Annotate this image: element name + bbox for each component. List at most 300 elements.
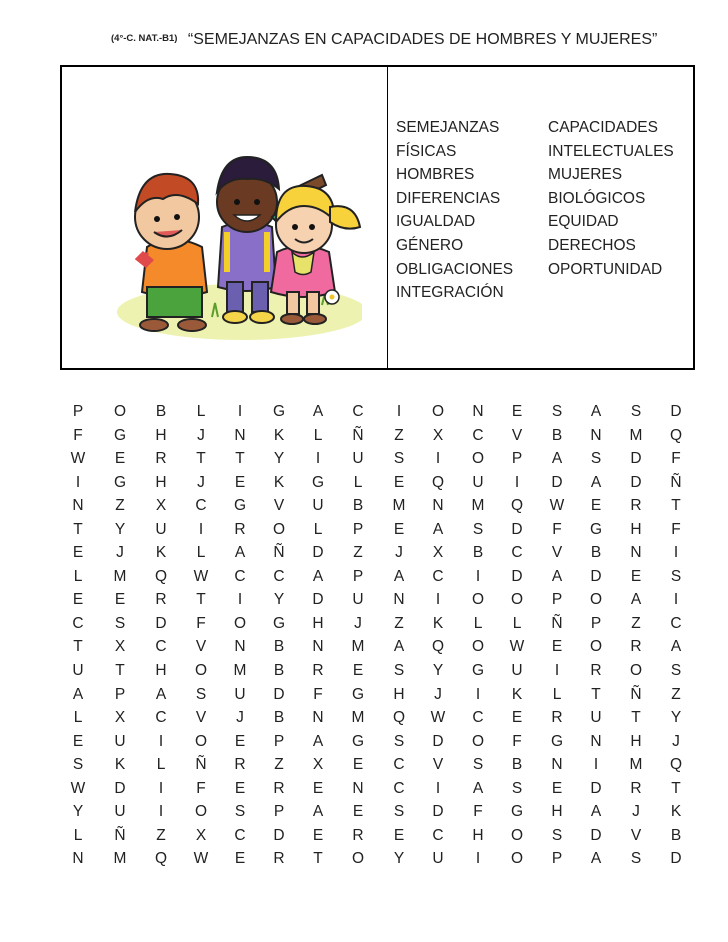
- grid-cell[interactable]: O: [431, 403, 445, 420]
- grid-cell[interactable]: O: [194, 662, 208, 680]
- grid-cell[interactable]: D: [432, 732, 444, 750]
- grid-cell[interactable]: U: [155, 520, 167, 538]
- grid-cell[interactable]: C: [393, 779, 405, 797]
- grid-cell[interactable]: R: [234, 756, 246, 774]
- grid-cell[interactable]: M: [392, 497, 406, 515]
- grid-cell[interactable]: U: [114, 732, 126, 750]
- grid-cell[interactable]: R: [155, 450, 167, 468]
- grid-cell[interactable]: I: [237, 403, 243, 420]
- grid-cell[interactable]: D: [590, 826, 602, 844]
- grid-cell[interactable]: I: [198, 520, 204, 538]
- grid-cell[interactable]: O: [233, 614, 247, 632]
- grid-cell[interactable]: G: [351, 732, 365, 750]
- grid-cell[interactable]: D: [155, 614, 167, 632]
- grid-cell[interactable]: D: [511, 520, 523, 538]
- grid-cell[interactable]: F: [73, 426, 83, 444]
- grid-cell[interactable]: E: [551, 779, 563, 797]
- grid-cell[interactable]: F: [552, 520, 562, 538]
- grid-cell[interactable]: R: [273, 779, 285, 797]
- grid-cell[interactable]: F: [196, 779, 206, 797]
- grid-cell[interactable]: K: [273, 426, 285, 444]
- grid-cell[interactable]: N: [312, 638, 324, 656]
- grid-cell[interactable]: I: [158, 803, 164, 821]
- grid-cell[interactable]: V: [195, 709, 207, 727]
- grid-cell[interactable]: I: [158, 779, 164, 797]
- grid-cell[interactable]: J: [672, 732, 680, 750]
- grid-cell[interactable]: O: [471, 591, 485, 609]
- grid-cell[interactable]: M: [351, 709, 365, 727]
- grid-cell[interactable]: W: [549, 497, 565, 515]
- grid-cell[interactable]: E: [72, 591, 84, 609]
- grid-cell[interactable]: C: [155, 709, 167, 727]
- grid-cell[interactable]: J: [236, 709, 244, 727]
- grid-cell[interactable]: C: [432, 826, 444, 844]
- grid-cell[interactable]: R: [234, 520, 246, 538]
- grid-cell[interactable]: S: [114, 614, 126, 632]
- grid-cell[interactable]: S: [472, 756, 484, 774]
- grid-cell[interactable]: Ñ: [114, 826, 126, 844]
- grid-cell[interactable]: A: [472, 779, 484, 797]
- grid-cell[interactable]: U: [234, 685, 246, 703]
- grid-cell[interactable]: V: [195, 638, 207, 656]
- grid-cell[interactable]: K: [273, 473, 285, 491]
- grid-cell[interactable]: C: [195, 497, 207, 515]
- grid-cell[interactable]: C: [273, 567, 285, 585]
- grid-cell[interactable]: A: [551, 567, 563, 585]
- grid-cell[interactable]: Z: [671, 685, 681, 703]
- grid-cell[interactable]: Q: [154, 850, 168, 868]
- grid-cell[interactable]: B: [511, 756, 523, 774]
- grid-cell[interactable]: N: [551, 756, 563, 774]
- grid-cell[interactable]: B: [551, 426, 563, 444]
- grid-cell[interactable]: E: [393, 520, 405, 538]
- grid-cell[interactable]: O: [510, 850, 524, 868]
- grid-cell[interactable]: Y: [670, 709, 682, 727]
- grid-cell[interactable]: N: [432, 497, 444, 515]
- grid-cell[interactable]: W: [193, 567, 209, 585]
- grid-cell[interactable]: O: [471, 450, 485, 468]
- grid-cell[interactable]: S: [670, 567, 682, 585]
- grid-cell[interactable]: O: [510, 591, 524, 609]
- grid-cell[interactable]: R: [551, 709, 563, 727]
- grid-cell[interactable]: P: [511, 450, 523, 468]
- grid-cell[interactable]: V: [511, 426, 523, 444]
- grid-cell[interactable]: U: [590, 709, 602, 727]
- grid-cell[interactable]: L: [313, 520, 323, 538]
- grid-cell[interactable]: C: [670, 614, 682, 632]
- grid-cell[interactable]: L: [313, 426, 323, 444]
- grid-cell[interactable]: I: [673, 544, 679, 562]
- grid-cell[interactable]: N: [312, 709, 324, 727]
- grid-cell[interactable]: U: [312, 497, 324, 515]
- grid-cell[interactable]: N: [72, 497, 84, 515]
- grid-cell[interactable]: J: [395, 544, 403, 562]
- grid-cell[interactable]: P: [273, 732, 285, 750]
- grid-cell[interactable]: O: [471, 732, 485, 750]
- grid-cell[interactable]: L: [73, 567, 83, 585]
- grid-cell[interactable]: E: [352, 803, 364, 821]
- grid-cell[interactable]: E: [511, 403, 523, 420]
- grid-cell[interactable]: V: [273, 497, 285, 515]
- grid-cell[interactable]: Ñ: [630, 685, 642, 703]
- grid-cell[interactable]: A: [72, 685, 84, 703]
- grid-cell[interactable]: U: [432, 850, 444, 868]
- grid-cell[interactable]: V: [432, 756, 444, 774]
- grid-cell[interactable]: R: [630, 638, 642, 656]
- grid-cell[interactable]: S: [393, 803, 405, 821]
- grid-cell[interactable]: D: [670, 850, 682, 868]
- grid-cell[interactable]: S: [393, 662, 405, 680]
- grid-cell[interactable]: R: [352, 826, 364, 844]
- grid-cell[interactable]: X: [312, 756, 324, 774]
- grid-cell[interactable]: D: [273, 826, 285, 844]
- grid-cell[interactable]: R: [155, 591, 167, 609]
- grid-cell[interactable]: P: [114, 685, 126, 703]
- grid-cell[interactable]: E: [590, 497, 602, 515]
- grid-cell[interactable]: P: [590, 614, 602, 632]
- grid-cell[interactable]: S: [551, 403, 563, 420]
- grid-cell[interactable]: D: [114, 779, 126, 797]
- grid-cell[interactable]: I: [435, 591, 441, 609]
- grid-cell[interactable]: C: [352, 403, 364, 420]
- grid-cell[interactable]: L: [353, 473, 363, 491]
- grid-cell[interactable]: E: [114, 591, 126, 609]
- grid-cell[interactable]: H: [393, 685, 405, 703]
- grid-cell[interactable]: B: [273, 662, 285, 680]
- grid-cell[interactable]: O: [471, 638, 485, 656]
- grid-cell[interactable]: S: [590, 450, 602, 468]
- grid-cell[interactable]: R: [590, 662, 602, 680]
- grid-cell[interactable]: B: [273, 709, 285, 727]
- grid-cell[interactable]: T: [591, 685, 601, 703]
- grid-cell[interactable]: Z: [394, 614, 404, 632]
- grid-cell[interactable]: K: [511, 685, 523, 703]
- grid-cell[interactable]: U: [472, 473, 484, 491]
- grid-cell[interactable]: S: [234, 803, 246, 821]
- grid-cell[interactable]: T: [73, 638, 83, 656]
- grid-cell[interactable]: A: [155, 685, 167, 703]
- grid-cell[interactable]: Q: [431, 473, 445, 491]
- grid-cell[interactable]: A: [670, 638, 682, 656]
- grid-cell[interactable]: I: [315, 450, 321, 468]
- grid-cell[interactable]: M: [351, 638, 365, 656]
- grid-cell[interactable]: N: [590, 732, 602, 750]
- grid-cell[interactable]: C: [393, 756, 405, 774]
- grid-cell[interactable]: E: [234, 779, 246, 797]
- grid-cell[interactable]: E: [72, 544, 84, 562]
- grid-cell[interactable]: D: [670, 403, 682, 420]
- grid-cell[interactable]: T: [73, 520, 83, 538]
- grid-cell[interactable]: T: [235, 450, 245, 468]
- grid-cell[interactable]: E: [352, 756, 364, 774]
- grid-cell[interactable]: Z: [631, 614, 641, 632]
- grid-cell[interactable]: T: [671, 497, 681, 515]
- grid-cell[interactable]: I: [593, 756, 599, 774]
- grid-cell[interactable]: E: [72, 732, 84, 750]
- grid-cell[interactable]: N: [234, 426, 246, 444]
- grid-cell[interactable]: E: [551, 638, 563, 656]
- grid-cell[interactable]: D: [630, 473, 642, 491]
- grid-cell[interactable]: I: [435, 779, 441, 797]
- grid-cell[interactable]: O: [351, 850, 365, 868]
- grid-cell[interactable]: W: [70, 779, 86, 797]
- grid-cell[interactable]: C: [472, 426, 484, 444]
- grid-cell[interactable]: H: [155, 473, 167, 491]
- grid-cell[interactable]: Ñ: [670, 473, 682, 491]
- grid-cell[interactable]: F: [671, 450, 681, 468]
- grid-cell[interactable]: E: [511, 709, 523, 727]
- grid-cell[interactable]: X: [432, 426, 444, 444]
- grid-cell[interactable]: A: [312, 803, 324, 821]
- grid-cell[interactable]: E: [312, 826, 324, 844]
- grid-cell[interactable]: O: [589, 591, 603, 609]
- grid-cell[interactable]: L: [196, 403, 206, 420]
- grid-cell[interactable]: Z: [274, 756, 284, 774]
- grid-cell[interactable]: A: [312, 403, 324, 420]
- grid-cell[interactable]: J: [354, 614, 362, 632]
- grid-cell[interactable]: S: [195, 685, 207, 703]
- grid-cell[interactable]: S: [630, 850, 642, 868]
- grid-cell[interactable]: N: [393, 591, 405, 609]
- grid-cell[interactable]: H: [155, 662, 167, 680]
- grid-cell[interactable]: O: [589, 638, 603, 656]
- grid-cell[interactable]: Y: [114, 520, 126, 538]
- grid-cell[interactable]: J: [197, 426, 205, 444]
- grid-cell[interactable]: E: [114, 450, 126, 468]
- grid-cell[interactable]: A: [551, 450, 563, 468]
- grid-cell[interactable]: A: [630, 591, 642, 609]
- grid-cell[interactable]: Y: [432, 662, 444, 680]
- grid-cell[interactable]: D: [551, 473, 563, 491]
- grid-cell[interactable]: S: [72, 756, 84, 774]
- grid-cell[interactable]: H: [155, 426, 167, 444]
- grid-cell[interactable]: F: [473, 803, 483, 821]
- grid-cell[interactable]: Q: [431, 638, 445, 656]
- grid-cell[interactable]: X: [155, 497, 167, 515]
- grid-cell[interactable]: O: [629, 662, 643, 680]
- grid-cell[interactable]: K: [114, 756, 126, 774]
- grid-cell[interactable]: H: [551, 803, 563, 821]
- grid-cell[interactable]: T: [671, 779, 681, 797]
- grid-cell[interactable]: G: [272, 614, 286, 632]
- grid-cell[interactable]: I: [673, 591, 679, 609]
- grid-cell[interactable]: U: [511, 662, 523, 680]
- grid-cell[interactable]: S: [551, 826, 563, 844]
- grid-cell[interactable]: F: [512, 732, 522, 750]
- grid-cell[interactable]: I: [475, 567, 481, 585]
- grid-cell[interactable]: E: [312, 779, 324, 797]
- grid-cell[interactable]: W: [70, 450, 86, 468]
- grid-cell[interactable]: C: [234, 826, 246, 844]
- grid-cell[interactable]: X: [114, 638, 126, 656]
- grid-cell[interactable]: W: [193, 850, 209, 868]
- grid-cell[interactable]: Z: [156, 826, 166, 844]
- grid-cell[interactable]: E: [234, 850, 246, 868]
- grid-cell[interactable]: G: [272, 403, 286, 420]
- grid-cell[interactable]: G: [589, 520, 603, 538]
- grid-cell[interactable]: G: [233, 497, 247, 515]
- grid-cell[interactable]: V: [630, 826, 642, 844]
- grid-cell[interactable]: L: [73, 709, 83, 727]
- grid-cell[interactable]: E: [234, 473, 246, 491]
- grid-cell[interactable]: L: [196, 544, 206, 562]
- grid-cell[interactable]: Q: [669, 426, 683, 444]
- grid-cell[interactable]: E: [234, 732, 246, 750]
- grid-cell[interactable]: T: [196, 591, 206, 609]
- grid-cell[interactable]: S: [630, 403, 642, 420]
- grid-cell[interactable]: I: [396, 403, 402, 420]
- grid-cell[interactable]: N: [72, 850, 84, 868]
- grid-cell[interactable]: P: [352, 567, 364, 585]
- grid-cell[interactable]: O: [194, 803, 208, 821]
- grid-cell[interactable]: H: [312, 614, 324, 632]
- grid-cell[interactable]: I: [75, 473, 81, 491]
- grid-cell[interactable]: Ñ: [273, 544, 285, 562]
- grid-cell[interactable]: E: [393, 826, 405, 844]
- grid-cell[interactable]: Q: [510, 497, 524, 515]
- grid-cell[interactable]: S: [393, 450, 405, 468]
- grid-cell[interactable]: X: [432, 544, 444, 562]
- grid-cell[interactable]: M: [629, 756, 643, 774]
- grid-cell[interactable]: S: [670, 662, 682, 680]
- grid-cell[interactable]: H: [472, 826, 484, 844]
- grid-cell[interactable]: J: [434, 685, 442, 703]
- grid-cell[interactable]: L: [73, 826, 83, 844]
- grid-cell[interactable]: I: [435, 450, 441, 468]
- grid-cell[interactable]: F: [313, 685, 323, 703]
- grid-cell[interactable]: D: [273, 685, 285, 703]
- grid-cell[interactable]: K: [670, 803, 682, 821]
- grid-cell[interactable]: M: [233, 662, 247, 680]
- grid-cell[interactable]: N: [352, 779, 364, 797]
- grid-cell[interactable]: C: [472, 709, 484, 727]
- grid-cell[interactable]: C: [432, 567, 444, 585]
- grid-cell[interactable]: N: [472, 403, 484, 420]
- grid-cell[interactable]: Z: [353, 544, 363, 562]
- grid-cell[interactable]: P: [352, 520, 364, 538]
- grid-cell[interactable]: G: [471, 662, 485, 680]
- grid-cell[interactable]: Q: [392, 709, 406, 727]
- grid-cell[interactable]: T: [313, 850, 323, 868]
- grid-cell[interactable]: R: [630, 779, 642, 797]
- grid-cell[interactable]: S: [472, 520, 484, 538]
- grid-cell[interactable]: I: [554, 662, 560, 680]
- grid-cell[interactable]: I: [475, 850, 481, 868]
- grid-cell[interactable]: A: [393, 567, 405, 585]
- grid-cell[interactable]: X: [114, 709, 126, 727]
- grid-cell[interactable]: A: [312, 732, 324, 750]
- grid-cell[interactable]: H: [630, 732, 642, 750]
- grid-cell[interactable]: Y: [273, 591, 285, 609]
- grid-cell[interactable]: Z: [115, 497, 125, 515]
- grid-cell[interactable]: G: [113, 473, 127, 491]
- grid-cell[interactable]: G: [351, 685, 365, 703]
- grid-cell[interactable]: L: [512, 614, 522, 632]
- grid-cell[interactable]: R: [630, 497, 642, 515]
- grid-cell[interactable]: Z: [394, 426, 404, 444]
- grid-cell[interactable]: G: [113, 426, 127, 444]
- grid-cell[interactable]: A: [234, 544, 246, 562]
- grid-cell[interactable]: N: [590, 426, 602, 444]
- grid-cell[interactable]: B: [155, 403, 167, 420]
- grid-cell[interactable]: A: [393, 638, 405, 656]
- grid-cell[interactable]: B: [590, 544, 602, 562]
- grid-cell[interactable]: A: [590, 473, 602, 491]
- grid-cell[interactable]: C: [72, 614, 84, 632]
- grid-cell[interactable]: Ñ: [195, 756, 207, 774]
- grid-cell[interactable]: P: [72, 403, 84, 420]
- grid-cell[interactable]: L: [473, 614, 483, 632]
- grid-cell[interactable]: C: [511, 544, 523, 562]
- grid-cell[interactable]: W: [509, 638, 525, 656]
- grid-cell[interactable]: T: [631, 709, 641, 727]
- grid-cell[interactable]: E: [393, 473, 405, 491]
- grid-cell[interactable]: O: [510, 826, 524, 844]
- grid-cell[interactable]: Y: [273, 450, 285, 468]
- grid-cell[interactable]: I: [237, 591, 243, 609]
- grid-cell[interactable]: E: [630, 567, 642, 585]
- grid-cell[interactable]: D: [432, 803, 444, 821]
- grid-cell[interactable]: D: [590, 567, 602, 585]
- grid-cell[interactable]: H: [630, 520, 642, 538]
- grid-cell[interactable]: T: [196, 450, 206, 468]
- grid-cell[interactable]: D: [590, 779, 602, 797]
- grid-cell[interactable]: P: [273, 803, 285, 821]
- grid-cell[interactable]: A: [590, 850, 602, 868]
- grid-cell[interactable]: A: [312, 567, 324, 585]
- grid-cell[interactable]: N: [234, 638, 246, 656]
- grid-cell[interactable]: A: [432, 520, 444, 538]
- grid-cell[interactable]: O: [194, 732, 208, 750]
- grid-cell[interactable]: B: [472, 544, 484, 562]
- grid-cell[interactable]: B: [273, 638, 285, 656]
- grid-cell[interactable]: J: [632, 803, 640, 821]
- grid-cell[interactable]: U: [352, 450, 364, 468]
- grid-cell[interactable]: Y: [393, 850, 405, 868]
- grid-cell[interactable]: T: [115, 662, 125, 680]
- grid-cell[interactable]: P: [551, 591, 563, 609]
- grid-cell[interactable]: G: [510, 803, 524, 821]
- grid-cell[interactable]: J: [197, 473, 205, 491]
- grid-cell[interactable]: S: [511, 779, 523, 797]
- grid-cell[interactable]: Ñ: [352, 426, 364, 444]
- grid-cell[interactable]: M: [113, 567, 127, 585]
- grid-cell[interactable]: Q: [669, 756, 683, 774]
- grid-cell[interactable]: B: [352, 497, 364, 515]
- grid-cell[interactable]: O: [272, 520, 286, 538]
- grid-cell[interactable]: O: [113, 403, 127, 420]
- grid-cell[interactable]: Y: [72, 803, 84, 821]
- grid-cell[interactable]: D: [511, 567, 523, 585]
- grid-cell[interactable]: D: [312, 591, 324, 609]
- grid-cell[interactable]: N: [630, 544, 642, 562]
- grid-cell[interactable]: A: [590, 403, 602, 420]
- grid-cell[interactable]: A: [590, 803, 602, 821]
- grid-cell[interactable]: C: [155, 638, 167, 656]
- grid-cell[interactable]: G: [311, 473, 325, 491]
- grid-cell[interactable]: K: [155, 544, 167, 562]
- grid-cell[interactable]: I: [475, 685, 481, 703]
- grid-cell[interactable]: B: [670, 826, 682, 844]
- grid-cell[interactable]: L: [552, 685, 562, 703]
- grid-cell[interactable]: I: [514, 473, 520, 491]
- grid-cell[interactable]: M: [113, 850, 127, 868]
- grid-cell[interactable]: U: [114, 803, 126, 821]
- grid-cell[interactable]: F: [196, 614, 206, 632]
- grid-cell[interactable]: R: [273, 850, 285, 868]
- grid-cell[interactable]: U: [352, 591, 364, 609]
- grid-cell[interactable]: Q: [154, 567, 168, 585]
